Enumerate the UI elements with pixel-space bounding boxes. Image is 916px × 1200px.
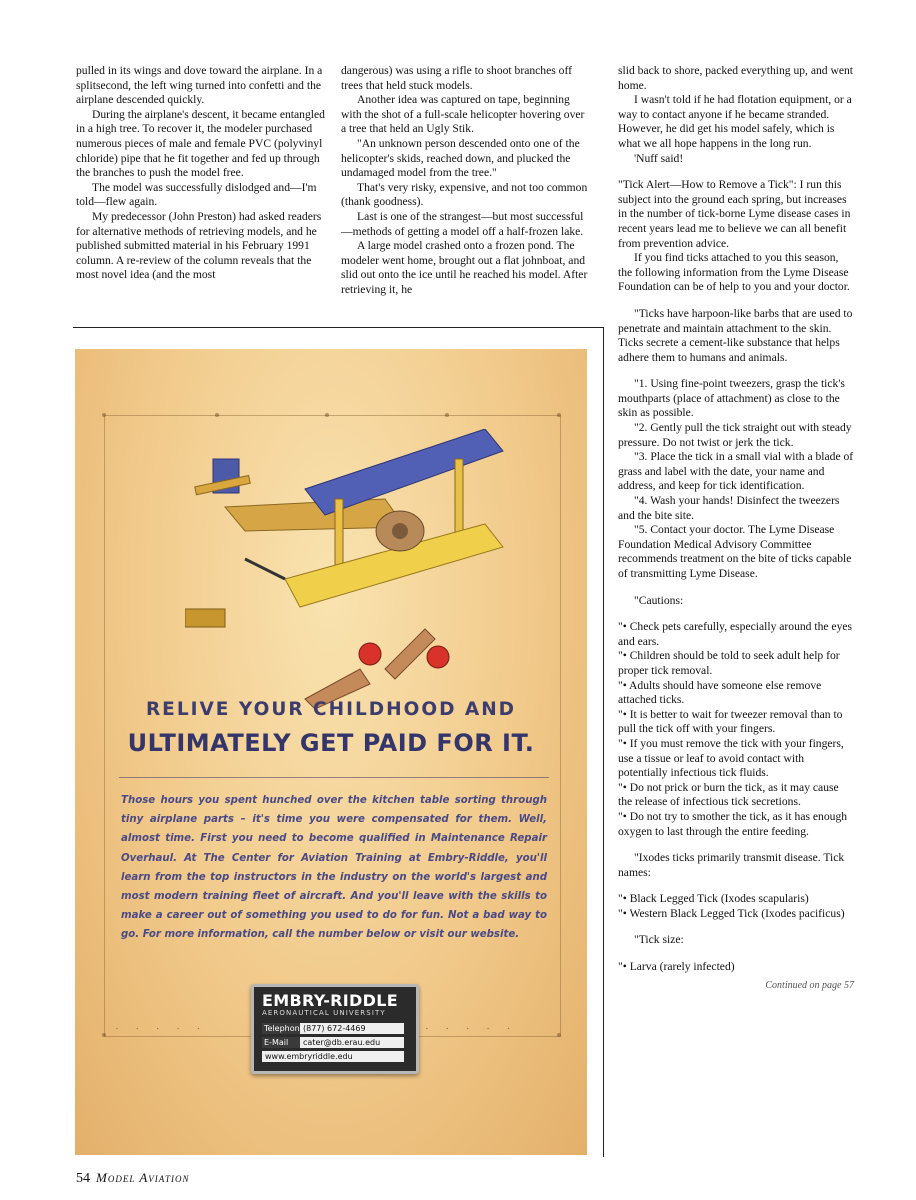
phone-number: (877) 672-4469: [303, 1024, 366, 1033]
ad-headline-1: RELIVE YOUR CHILDHOOD AND: [145, 699, 517, 720]
logo-subtitle: AERONAUTICAL UNIVERSITY: [262, 1009, 386, 1017]
paragraph: 'Nuff said!: [634, 151, 684, 165]
list-item: "4. Wash your hands! Disinfect the tweezers and the bite site.: [618, 494, 840, 522]
embry-riddle-advertisement: [75, 349, 587, 1155]
paragraph: The model was successfully dislodged and—I'm told—flew again.: [76, 180, 317, 209]
paragraph: "Tick size:: [634, 933, 684, 947]
loose-part: [185, 609, 225, 627]
list-item: "• If you must remove the tick with your fingers, use a tissue or leaf to avoid contact with potentially infectious tick fluids.: [618, 736, 844, 780]
continued-note: Continued on page 57: [765, 979, 854, 991]
phone-label: Telephone: [264, 1024, 305, 1033]
paragraph: "An unknown person descended onto one of the helicopter's skids, reached down, and plucked the undamaged model from the tree.": [341, 136, 580, 180]
logo-name: EMBRY-RIDDLE: [262, 991, 398, 1010]
list-item: "5. Contact your doctor. The Lyme Disease Foundation Medical Advisory Committee recommends treatment on the bite of ticks capable of transmitting Lyme Disease.: [618, 523, 852, 580]
ad-body-copy: Those hours you spent hunched over the kitchen table sorting through tiny airplane parts – it's time you were compensated for them. Well, almost time. First you need to become qualified in Maintenance Repair Overhaul. At The Center for Aviation Training at Embry-Riddle, you'll learn from the top instructors in the industry on the world's largest and most modern training fleet of aircraft. And you'll leave with the skills to make a career out of something you used to do for fun. Not a bad way to go. For more information, call the number below or visit our website.: [121, 795, 547, 941]
magazine-name: Model Aviation: [96, 1170, 190, 1185]
paragraph: That's very risky, expensive, and not too common (thank goodness).: [341, 180, 588, 209]
list-item: "1. Using fine-point tweezers, grasp the tick's mouthparts (place of attachment) as close to the skin as possible.: [618, 377, 845, 420]
paragraph: My predecessor (John Preston) had asked readers for alternative methods of retrieving models, and he published submitted material in his February 1991 column. A re-review of the column reveals that the most novel idea (and the most: [76, 209, 322, 282]
list-item: "• Children should be told to seek adult help for proper tick removal.: [618, 649, 840, 677]
website-row: [262, 1051, 404, 1062]
paragraph: Another idea was captured on tape, beginning with the shot of a full-scale helicopter hovering over a tree that held an Ugly Stik.: [341, 93, 585, 136]
rivet-icon: [445, 413, 449, 417]
article-column-2: [341, 64, 591, 298]
list-item: "• Check pets carefully, especially around the eyes and ears.: [618, 620, 853, 648]
list-item: "3. Place the tick in a small vial with a blade of grass and label with the date, your name and address, and keep for tick identification.: [618, 450, 854, 493]
divider-horizontal: [73, 327, 603, 328]
list-item: "• Western Black Legged Tick (Ixodes pacificus): [618, 906, 845, 920]
paragraph: "Cautions:: [634, 593, 684, 607]
paragraph: I wasn't told if he had flotation equipment, or a way to contact anyone if he became stranded. However, he did get his model safely, which is what we all hope happens in the long run.: [618, 93, 852, 150]
list-item: "• Do not prick or burn the tick, as it may cause the release of infectious tick secretions.: [618, 780, 839, 809]
paragraph: pulled in its wings and dove toward the airplane. In a splitsecond, the left wing turned into confetti and the airplane descended quickly.: [76, 64, 323, 107]
paragraph: "Ticks have harpoon-like barbs that are used to penetrate and maintain attachment to the skin. Ticks secrete a cement-like substance that helps adhere them to humans and animals.: [618, 306, 853, 364]
wheel: [427, 646, 449, 668]
list-item: "2. Gently pull the tick straight out with steady pressure. Do not twist or jerk the tick.: [618, 421, 852, 449]
rivet-icon: [215, 413, 219, 417]
ad-headline-2: ULTIMATELY GET PAID FOR IT.: [127, 729, 535, 757]
website: www.embryriddle.edu: [265, 1052, 353, 1061]
decorative-dots: · · · · ·: [115, 1023, 208, 1035]
rivet-icon: [557, 413, 561, 417]
rivet-icon: [557, 1033, 561, 1037]
divider-vertical: [603, 327, 604, 1157]
wing-strut: [455, 459, 463, 539]
paragraph: During the airplane's descent, it became entangled in a high tree. To recover it, the modeler purchased numerous pieces of male and female PVC (polyvinyl chloride) pipe that he fit together and fed up through the branches to push the model free.: [76, 107, 325, 180]
list-item: "• Black Legged Tick (Ixodes scapularis): [618, 892, 809, 906]
page-number: 54: [76, 1171, 90, 1186]
list-item: "• Adults should have someone else remove attached ticks.: [618, 678, 822, 707]
rivet-icon: [102, 1033, 106, 1037]
email-address: cater@db.erau.edu: [303, 1038, 381, 1047]
list-item: "• Do not try to smother the tick, as it has enough oxygen to last through the entire feeding.: [618, 809, 848, 838]
propeller-hub: [392, 523, 408, 539]
screwdriver: [245, 559, 285, 579]
article-column-1: [76, 64, 330, 283]
email-label: E-Mail: [262, 1037, 300, 1048]
list-item: "• Larva (rarely infected): [618, 960, 735, 974]
ad-divider: [119, 777, 549, 778]
paragraph: A large model crashed onto a frozen pond. The modeler went home, brought out a flat johnboat, and slid out onto the ice until he reached his model. After retrieving it, he: [341, 239, 588, 296]
model-biplane-illustration: [185, 429, 515, 709]
paragraph: slid back to shore, packed everything up, and went home.: [618, 64, 854, 92]
paragraph: "Tick Alert—How to Remove a Tick": I run this subject into the ground each spring, but increases in the number of tick-borne Lyme disease cases in recent years lead me to believe we can all benefit from prevention advice.: [618, 178, 851, 250]
embry-riddle-contact-badge: [251, 984, 419, 1074]
rivet-icon: [325, 413, 329, 417]
email-row: [262, 1037, 404, 1048]
wheel: [359, 643, 381, 665]
decorative-dots: · · · · ·: [425, 1023, 518, 1035]
phone-row: [262, 1023, 404, 1034]
paragraph: If you find ticks attached to you this season, the following information from the Lyme Disease Foundation can be of help to you and your doctor.: [618, 251, 850, 294]
paragraph: "Ixodes ticks primarily transmit disease. Tick names:: [618, 851, 845, 879]
paragraph: dangerous) was using a rifle to shoot branches off trees that held stuck models.: [341, 64, 572, 92]
paragraph: Last is one of the strangest—but most successful—methods of getting a model off a half-frozen lake.: [341, 209, 584, 238]
page-footer: [76, 1170, 189, 1187]
rivet-icon: [102, 413, 106, 417]
list-item: "• It is better to wait for tweezer removal than to pull the tick off with your fingers.: [618, 707, 843, 736]
article-column-3: [618, 64, 854, 993]
